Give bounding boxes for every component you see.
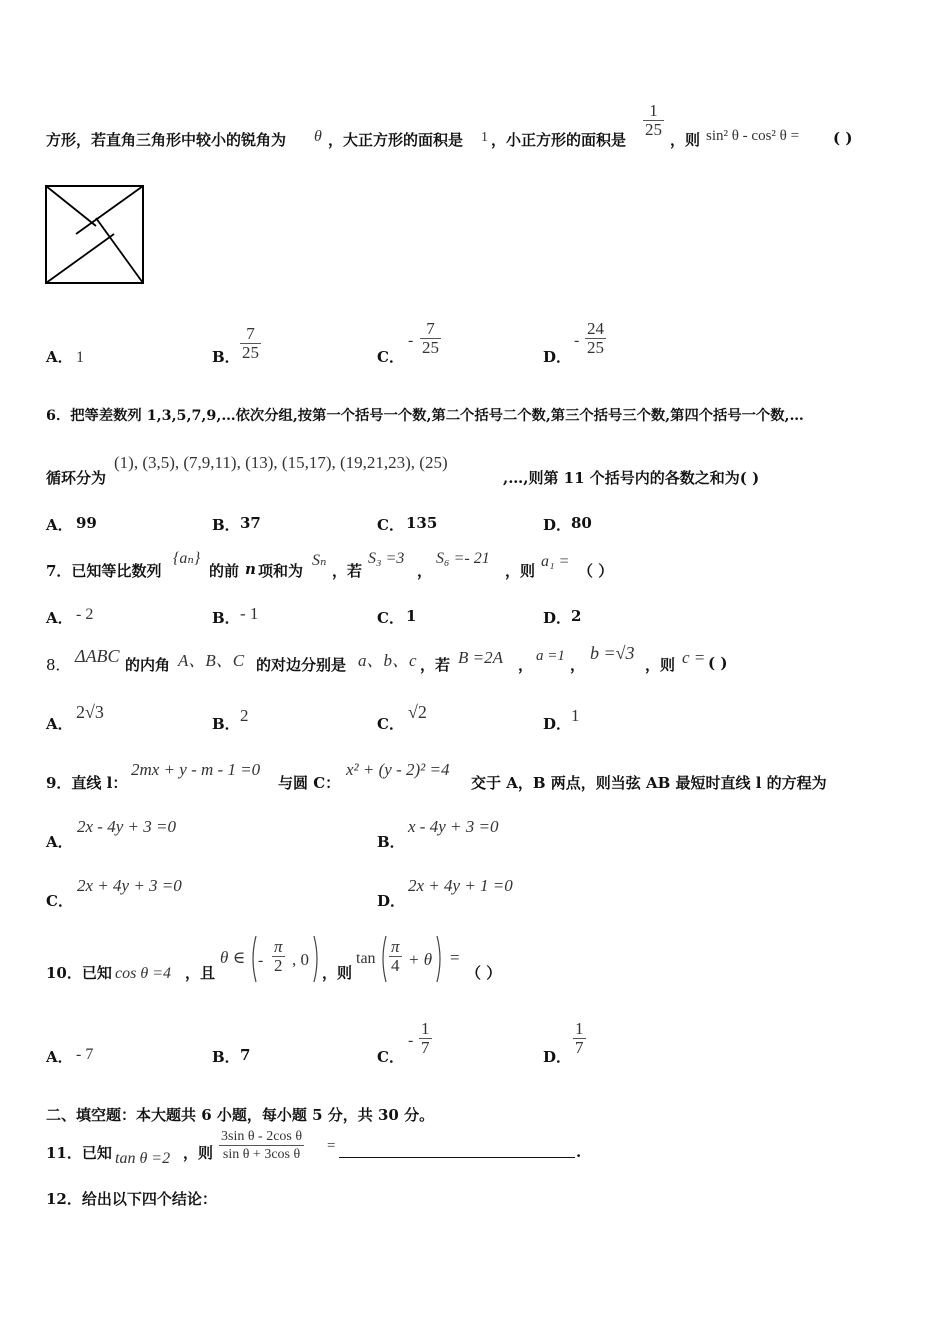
q11-eq: = [327, 1138, 336, 1154]
q11-frac-den: sin θ + 3cos θ [219, 1145, 304, 1163]
q9-circle-equation: x² + (y - 2)² =4 [346, 760, 450, 779]
q9-option-d-value: 2x + 4y + 1 =0 [408, 876, 513, 895]
q10-option-d-fraction [573, 1020, 586, 1057]
q5-frac-num: 1 [649, 101, 658, 120]
q8-option-d-label: D． [543, 715, 572, 733]
q5-option-b-den: 25 [242, 343, 259, 362]
q6-groups: (1), (3,5), (7,9,11), (13), (15,17), (19,21,23), (25) [114, 453, 448, 472]
q10-eq: = [450, 948, 460, 967]
q5-option-c-den: 25 [422, 338, 439, 357]
q8-mid4: ，则 [645, 656, 676, 674]
q6-option-a-value: 99 [76, 514, 97, 532]
q8-option-a-label: A． [46, 715, 73, 733]
q8-option-d-value: 1 [571, 706, 580, 725]
q5-option-b-num: 7 [246, 324, 255, 343]
q8-option-c-label: C． [377, 715, 404, 733]
q10-tan-fraction [389, 938, 402, 975]
q10-option-d-den: 7 [575, 1038, 584, 1057]
q10-paren: （ ） [466, 964, 502, 982]
q7-comma: ， [417, 562, 433, 580]
q10-range-num: π [274, 937, 283, 956]
q5-option-c-label: C． [377, 348, 404, 366]
q11-condition: tan θ =2 [115, 1150, 171, 1167]
q5-text-a: 方形，若直角三角形中较小的锐角为 [46, 131, 287, 149]
q6-option-d-value: 80 [571, 514, 592, 532]
q8-comma-2: ， [570, 656, 586, 674]
q7-seq: {aₙ} [173, 550, 201, 567]
q7-mid2: 项和为 [258, 562, 304, 580]
q8-comma-1: ， [518, 656, 534, 674]
q10-condition: cos θ =4 [115, 965, 171, 982]
pinwheel-square-figure [44, 184, 146, 286]
q5-option-c-sign: - [408, 332, 414, 349]
q6-line2-suffix: ,…,则第 11 个括号内的各数之和为( ) [503, 469, 760, 487]
q8-option-c-value: √2 [408, 702, 427, 722]
q7-mid4: ，则 [505, 562, 536, 580]
q7-S6: S₆ =- 21 [436, 550, 490, 567]
q6-option-d-label: D． [543, 516, 572, 534]
q11-mid: ，则 [183, 1144, 214, 1162]
q10-range-fraction [272, 938, 285, 975]
q10-range-end: , 0 [292, 950, 309, 969]
section-2-title: 二、填空题：本大题共 6 小题，每小题 5 分，共 30 分。 [46, 1106, 435, 1124]
q9-option-b-label: B． [377, 833, 405, 851]
q9-option-b-value: x - 4y + 3 =0 [408, 817, 499, 836]
q5-option-a-value: 1 [76, 349, 84, 366]
pinwheel-line-2 [76, 186, 143, 234]
q8-paren: ( ) [708, 654, 728, 672]
q8-mid1: 的内角 [125, 656, 171, 674]
q9-option-a-label: A． [46, 833, 73, 851]
q8-ask: c = [682, 648, 706, 667]
q5-theta: θ [314, 128, 322, 145]
q11-answer-blank [339, 1157, 575, 1158]
q10-mid2: ，则 [322, 964, 353, 982]
q5-paren: ( ) [833, 129, 853, 147]
q7-option-d-value: 2 [571, 607, 582, 625]
q8-mid3: ，若 [420, 656, 451, 674]
q9-option-c-value: 2x + 4y + 3 =0 [77, 876, 182, 895]
outer-square [46, 186, 143, 283]
q6-option-c-label: C． [377, 516, 404, 534]
q5-option-a-label: A． [46, 348, 73, 366]
q7-option-a-value: - 2 [76, 606, 94, 623]
q10-tan: tan [356, 950, 376, 967]
q5-option-d-fraction [585, 320, 606, 357]
q6-option-c-value: 135 [406, 514, 438, 532]
pinwheel-line-4 [46, 234, 114, 283]
q9-option-d-label: D． [377, 892, 406, 910]
q5-option-d-sign: - [574, 332, 580, 349]
q10-option-c-den: 7 [421, 1038, 430, 1057]
q5-frac-den: 25 [645, 120, 662, 139]
q8-option-b-value: 2 [240, 706, 249, 725]
q9-line-equation: 2mx + y - m - 1 =0 [131, 760, 261, 779]
q8-option-b-label: B． [212, 715, 240, 733]
q5-text-d: ，则 [670, 131, 701, 149]
q7-option-a-label: A． [46, 609, 73, 627]
q9-mid: 与圆 C： [278, 774, 341, 792]
q7-option-b-label: B． [212, 609, 240, 627]
q5-option-d-label: D． [543, 348, 572, 366]
q10-option-a-label: A． [46, 1048, 73, 1066]
q11-frac-num: 3sin θ - 2cos θ [221, 1129, 303, 1144]
q10-option-b-label: B． [212, 1048, 240, 1066]
q5-option-b-fraction [240, 325, 261, 362]
q10-range-start: θ ∈ [220, 948, 246, 967]
q7-option-c-value: 1 [406, 607, 417, 625]
q7-a1: a₁ = [541, 553, 570, 570]
q5-text-c: ，小正方形的面积是 [491, 131, 627, 149]
q7-mid1: 的前 [209, 562, 240, 580]
pinwheel-line-1 [46, 186, 96, 226]
q6-line1: 6．把等差数列 1,3,5,7,9,…依次分组,按第一个括号一个数,第二个括号二个数,第三个括号三个数,第四个括号一个数,… [46, 408, 804, 424]
q5-option-c-num: 7 [426, 319, 435, 338]
q8-triangle: ΔABC [75, 646, 120, 666]
q8-mid2: 的对边分别是 [256, 656, 347, 674]
q7-Sn: Sₙ [312, 552, 327, 569]
q10-tan-den: 4 [389, 956, 402, 975]
q9-suffix: 交于 A，B 两点，则当弦 AB 最短时直线 l 的方程为 [471, 774, 827, 792]
q7-option-b-value: - 1 [240, 604, 259, 623]
q5-option-d-num: 24 [587, 319, 604, 338]
q10-option-d-label: D． [543, 1048, 572, 1066]
q5-option-c-fraction [420, 320, 441, 357]
q7-n: n [245, 560, 256, 578]
q8-cond-3: b =√3 [590, 643, 635, 663]
q7-option-d-label: D． [543, 609, 572, 627]
q6-line2-prefix: 循环分为 [46, 469, 107, 487]
q5-one: 1 [481, 130, 488, 145]
q10-mid: ，且 [185, 964, 216, 982]
q7-prefix: 7．已知等比数列 [46, 562, 162, 580]
q10-range-den: 2 [272, 956, 285, 975]
q5-option-d-den: 25 [587, 338, 604, 357]
q11-prefix: 11．已知 [46, 1144, 112, 1162]
q5-option-b-label: B． [212, 348, 240, 366]
q5-fraction [643, 102, 664, 139]
q10-option-c-fraction [419, 1020, 432, 1057]
q10-range-minus: - [258, 952, 264, 969]
q10-option-c-sign: - [408, 1032, 414, 1049]
q7-option-c-label: C． [377, 609, 404, 627]
q8-prefix: 8． [46, 656, 71, 674]
q9-option-c-label: C． [46, 892, 73, 910]
q6-option-b-label: B． [212, 516, 240, 534]
q10-option-c-num: 1 [421, 1019, 430, 1038]
q8-cond-1: B =2A [458, 648, 503, 667]
q5-expr: sin² θ - cos² θ = [706, 128, 800, 144]
q7-mid3: ，若 [332, 562, 363, 580]
pinwheel-line-3 [96, 218, 143, 283]
q7-S3: S₃ =3 [368, 550, 405, 567]
q8-cond-2: a =1 [536, 648, 565, 664]
q10-option-c-label: C． [377, 1048, 404, 1066]
q10-option-a-value: - 7 [76, 1046, 94, 1063]
q8-angles: A、B、C [178, 651, 245, 670]
q10-tan-num: π [391, 937, 400, 956]
q9-prefix: 9．直线 l： [46, 774, 128, 792]
q7-paren: （ ） [578, 562, 614, 580]
q12-text: 12．给出以下四个结论： [46, 1190, 217, 1208]
q11-fraction [219, 1128, 304, 1163]
q11-end: . [576, 1143, 582, 1161]
q10-prefix: 10．已知 [46, 964, 112, 982]
q6-option-a-label: A． [46, 516, 73, 534]
q10-option-d-num: 1 [575, 1019, 584, 1038]
q10-tan-plus: + θ [408, 950, 433, 969]
q5-text-b: ，大正方形的面积是 [328, 131, 464, 149]
q8-sides: a、b、c [358, 651, 417, 670]
q10-option-b-value: 7 [240, 1046, 251, 1064]
q6-option-b-value: 37 [240, 514, 261, 532]
q8-option-a-value: 2√3 [76, 702, 104, 722]
q9-option-a-value: 2x - 4y + 3 =0 [77, 817, 176, 836]
